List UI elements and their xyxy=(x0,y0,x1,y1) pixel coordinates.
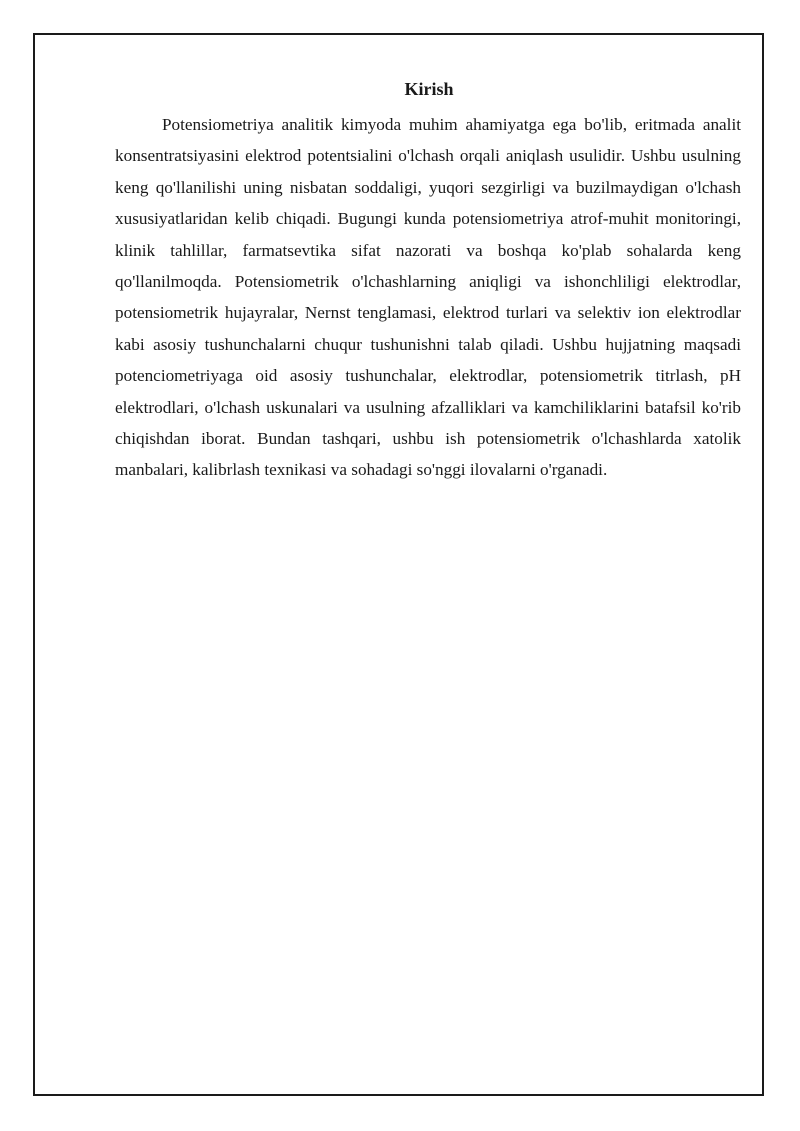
section-title: Kirish xyxy=(404,79,454,99)
intro-paragraph: Potensiometriya analitik kimyoda muhim ahamiyatga ega bo'lib, eritmada analit konsentratsiyasini elektrod potentsialini o'lchash orqali aniqlash usulidir. Ushbu usulning keng qo'llanilishi uning nisbatan soddaligi, yuqori sezgirligi va buzilmaydigan o'lchash xususiyatlaridan kelib chiqadi. Bugungi kunda potensiometriya atrof-muhit monitoringi, klinik tahlillar, farmatsevtika sifat nazorati va boshqa ko'plab sohalarda keng qo'llanilmoqda. Potensiometrik o'lchashlarning aniqligi va ishonchliligi elektrodlar, potensiometrik hujayralar, Nernst tenglamasi, elektrod turlari va selektiv ion elektrodlar kabi asosiy tushunchalarni chuqur tushunishni talab qiladi. Ushbu hujjatning maqsadi potenciometriyaga oid asosiy tushunchalar, elektrodlar, potensiometrik titrlash, pH elektrodlari, o'lchash uskunalari va usulning afzalliklari va kamchiliklarini batafsil ko'rib chiqishdan iborat. Bundan tashqari, ushbu ish potensiometrik o'lchashlarda xatolik manbalari, kalibrlash texnikasi va sohadagi so'nggi ilovalarni o'rganadi. xyxy=(115,115,741,480)
document-body xyxy=(115,75,741,486)
